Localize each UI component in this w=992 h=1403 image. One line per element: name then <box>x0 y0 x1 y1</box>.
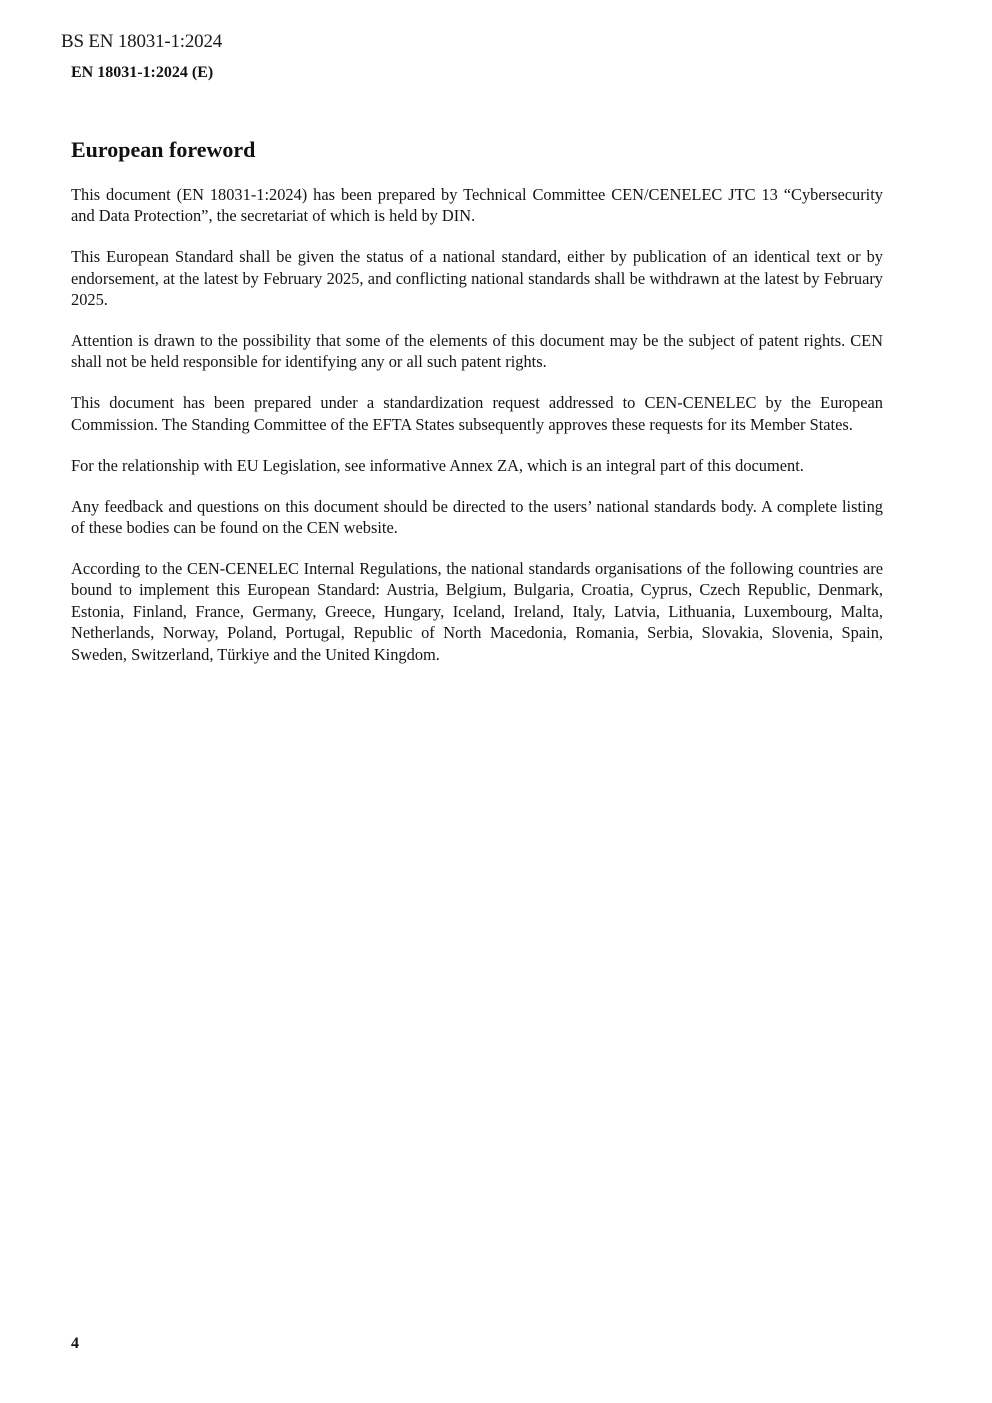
paragraph-standardization-request: This document has been prepared under a standardization request addressed to CEN-CENELEC by the European Commission. The Standing Committee of the EFTA States subsequently approves these requests for its Member States. <box>71 393 883 434</box>
paragraph-patent-rights: Attention is drawn to the possibility that some of the elements of this document may be the subject of patent rights. CEN shall not be held responsible for identifying any or all such patent rights. <box>71 331 883 372</box>
paragraph-eu-legislation: For the relationship with EU Legislation, see informative Annex ZA, which is an integral part of this document. <box>71 455 804 475</box>
national-standard-id: BS EN 18031-1:2024 <box>61 31 223 52</box>
section-title: European foreword <box>71 137 256 162</box>
paragraph-prepared-by: This document (EN 18031-1:2024) has been prepared by Technical Committee CEN/CENELEC JTC 13 “Cybersecurity and Data Protection”, the secretariat of which is held by DIN. <box>71 185 883 226</box>
foreword-body <box>71 184 883 684</box>
paragraph-countries: According to the CEN-CENELEC Internal Regulations, the national standards organisations of the following countries are bound to implement this European Standard: Austria, Belgium, Bulgaria, Croatia, Cyprus, Czech Republic, Denmark, Estonia, Finland, France, Germany, Greece, Hungary, Iceland, Ireland, Italy, Latvia, Lithuania, Luxembourg, Malta, Netherlands, Norway, Poland, Portugal, Republic of North Macedonia, Romania, Serbia, Slovakia, Slovenia, Spain, Sweden, Switzerland, Türkiye and the United Kingdom. <box>71 558 883 664</box>
page-number: 4 <box>71 1335 79 1352</box>
paragraph-feedback: Any feedback and questions on this document should be directed to the users’ national standards body. A complete listing of these bodies can be found on the CEN website. <box>71 496 883 537</box>
document-id: EN 18031-1:2024 (E) <box>71 64 214 81</box>
paragraph-national-status: This European Standard shall be given the status of a national standard, either by publication of an identical text or by endorsement, at the latest by February 2025, and conflicting national standards shall be withdrawn at the latest by February 2025. <box>71 247 883 310</box>
